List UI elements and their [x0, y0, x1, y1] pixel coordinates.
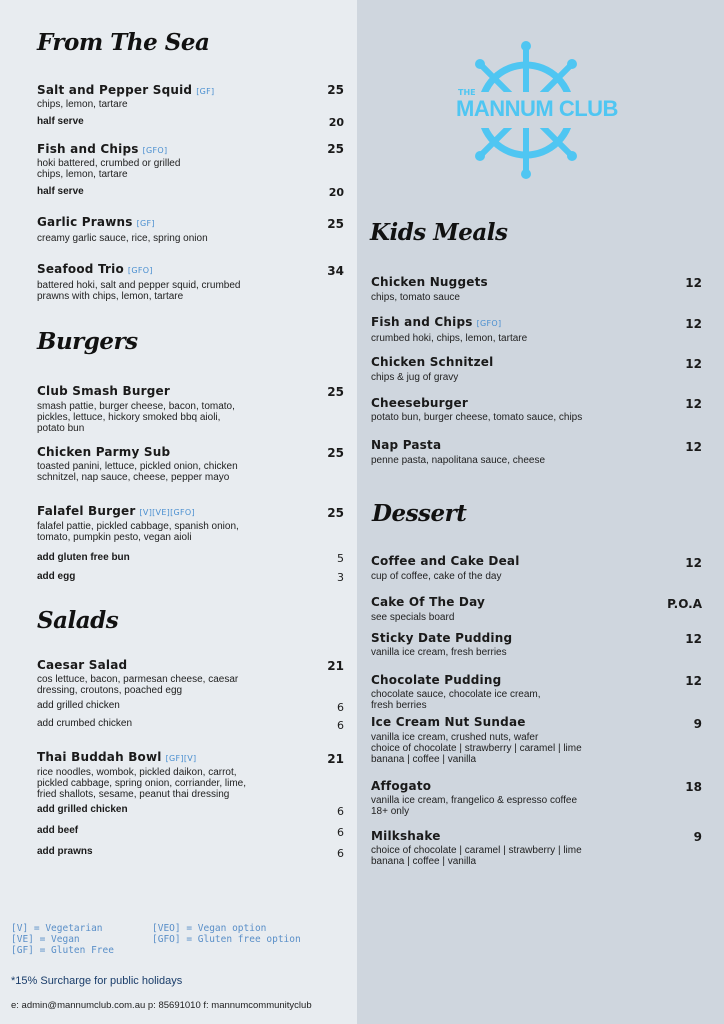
item-name: Fish and Chips [GFO]: [371, 315, 502, 329]
item-addon-price: 6: [337, 847, 344, 860]
item-description: vanilla ice cream, crushed nuts, wafer choice of chocolate | strawberry | caramel | lime banana | coffee | vanilla: [371, 732, 582, 765]
section-title-burgers: Burgers: [37, 328, 138, 355]
item-name: Club Smash Burger: [37, 384, 170, 398]
item-price: 25: [327, 83, 344, 97]
logo-the: THE: [458, 88, 476, 97]
item-description: crumbed hoki, chips, lemon, tartare: [371, 333, 528, 344]
item-name: Seafood Trio [GFO]: [37, 262, 153, 276]
item-price: 12: [685, 440, 702, 454]
item-addon: add beef: [37, 825, 79, 836]
item-price: 25: [327, 217, 344, 231]
item-name: Chicken Parmy Sub: [37, 445, 171, 459]
item-price: 25: [327, 385, 344, 399]
item-price: 12: [685, 674, 702, 688]
item-price: 25: [327, 142, 344, 156]
item-addon: half serve: [37, 116, 84, 127]
item-price: 12: [685, 357, 702, 371]
item-description: battered hoki, salt and pepper squid, crumbed prawns with chips, lemon, tartare: [37, 280, 241, 302]
item-price: 12: [685, 276, 702, 290]
item-price: P.O.A: [667, 597, 702, 611]
item-addon-price: 6: [337, 826, 344, 839]
item-name: Sticky Date Pudding: [371, 631, 513, 645]
item-name: Garlic Prawns [GF]: [37, 215, 155, 229]
item-description: cos lettuce, bacon, parmesan cheese, caesar dressing, croutons, poached egg: [37, 674, 239, 696]
item-name: Thai Buddah Bowl [GF][V]: [37, 750, 197, 764]
item-price: 34: [327, 264, 344, 278]
item-name: Falafel Burger [V][VE][GFO]: [37, 504, 195, 518]
item-name: Nap Pasta: [371, 438, 442, 452]
item-description: falafel pattie, pickled cabbage, spanish onion, tomato, pumpkin pesto, vegan aioli: [37, 521, 239, 543]
item-description: toasted panini, lettuce, pickled onion, chicken schnitzel, nap sauce, cheese, pepper mayo: [37, 461, 238, 483]
section-title-from-the-sea: From The Sea: [37, 29, 210, 56]
item-addon-price: 3: [337, 571, 344, 584]
item-description: chocolate sauce, chocolate ice cream, fresh berries: [371, 689, 541, 711]
item-name: Cake Of The Day: [371, 595, 486, 609]
item-price: 9: [693, 830, 702, 844]
item-description: vanilla ice cream, frangelico & espresso coffee 18+ only: [371, 795, 578, 817]
item-name: Chicken Nuggets: [371, 275, 488, 289]
item-name: Chicken Schnitzel: [371, 355, 494, 369]
item-addon-price: 20: [328, 116, 344, 129]
item-description: creamy garlic sauce, rice, spring onion: [37, 233, 208, 244]
item-price: 9: [693, 717, 702, 731]
item-name: Fish and Chips [GFO]: [37, 142, 168, 156]
surcharge-note: *15% Surcharge for public holidays: [11, 975, 183, 987]
item-addon: add grilled chicken: [37, 804, 128, 815]
item-description: penne pasta, napolitana sauce, cheese: [371, 455, 546, 466]
item-description: cup of coffee, cake of the day: [371, 571, 502, 582]
item-price: 12: [685, 556, 702, 570]
item-name: Caesar Salad: [37, 658, 128, 672]
item-addon-price: 6: [337, 701, 344, 714]
item-description: potato bun, burger cheese, tomato sauce, chips: [371, 412, 583, 423]
item-name: Milkshake: [371, 829, 441, 843]
item-addon: add egg: [37, 571, 76, 582]
item-price: 25: [327, 506, 344, 520]
item-name: Salt and Pepper Squid [GF]: [37, 83, 215, 97]
item-name: Coffee and Cake Deal: [371, 554, 520, 568]
item-price: 21: [327, 752, 344, 766]
item-description: chips, tomato sauce: [371, 292, 460, 303]
item-addon: add gluten free bun: [37, 552, 130, 563]
item-description: smash pattie, burger cheese, bacon, tomato, pickles, lettuce, hickory smoked bbq aioli, potato bun: [37, 401, 235, 434]
item-description: vanilla ice cream, fresh berries: [371, 647, 507, 658]
section-title-kids-meals: Kids Meals: [370, 219, 508, 246]
item-name: Affogato: [371, 779, 432, 793]
logo-name: MANNUM CLUB: [456, 96, 618, 121]
item-description: rice noodles, wombok, pickled daikon, carrot, pickled cabbage, spring onion, corriander, lime, fried shallots, sesame, peanut thai dressing: [37, 767, 247, 800]
item-price: 25: [327, 446, 344, 460]
item-price: 21: [327, 659, 344, 673]
item-description: chips, lemon, tartare: [37, 99, 128, 110]
legend-right: [VEO] = Vegan option [GFO] = Gluten free option: [152, 923, 301, 945]
item-price: 12: [685, 632, 702, 646]
legend-left: [V] = Vegetarian [VE] = Vegan [GF] = Gluten Free: [11, 923, 114, 956]
item-description: hoki battered, crumbed or grilled chips, lemon, tartare: [37, 158, 181, 180]
item-name: Chocolate Pudding: [371, 673, 502, 687]
item-addon: add grilled chicken: [37, 700, 120, 711]
item-addon-price: 20: [328, 186, 344, 199]
section-title-salads: Salads: [37, 607, 119, 634]
item-addon-price: 6: [337, 719, 344, 732]
item-description: see specials board: [371, 612, 455, 623]
item-addon: half serve: [37, 186, 84, 197]
item-addon: add crumbed chicken: [37, 718, 133, 729]
item-addon-price: 5: [337, 552, 344, 565]
item-name: Cheeseburger: [371, 396, 469, 410]
item-price: 12: [685, 397, 702, 411]
mannum-club-logo: [456, 38, 618, 180]
item-addon-price: 6: [337, 805, 344, 818]
item-price: 18: [685, 780, 702, 794]
item-description: chips & jug of gravy: [371, 372, 459, 383]
item-addon: add prawns: [37, 846, 93, 857]
item-name: Ice Cream Nut Sundae: [371, 715, 526, 729]
contact-line: e: admin@mannumclub.com.au p: 85691010 f: mannumcommunityclub: [11, 1000, 312, 1011]
item-price: 12: [685, 317, 702, 331]
section-title-dessert: Dessert: [372, 500, 467, 527]
item-description: choice of chocolate | caramel | strawberry | lime banana | coffee | vanilla: [371, 845, 582, 867]
